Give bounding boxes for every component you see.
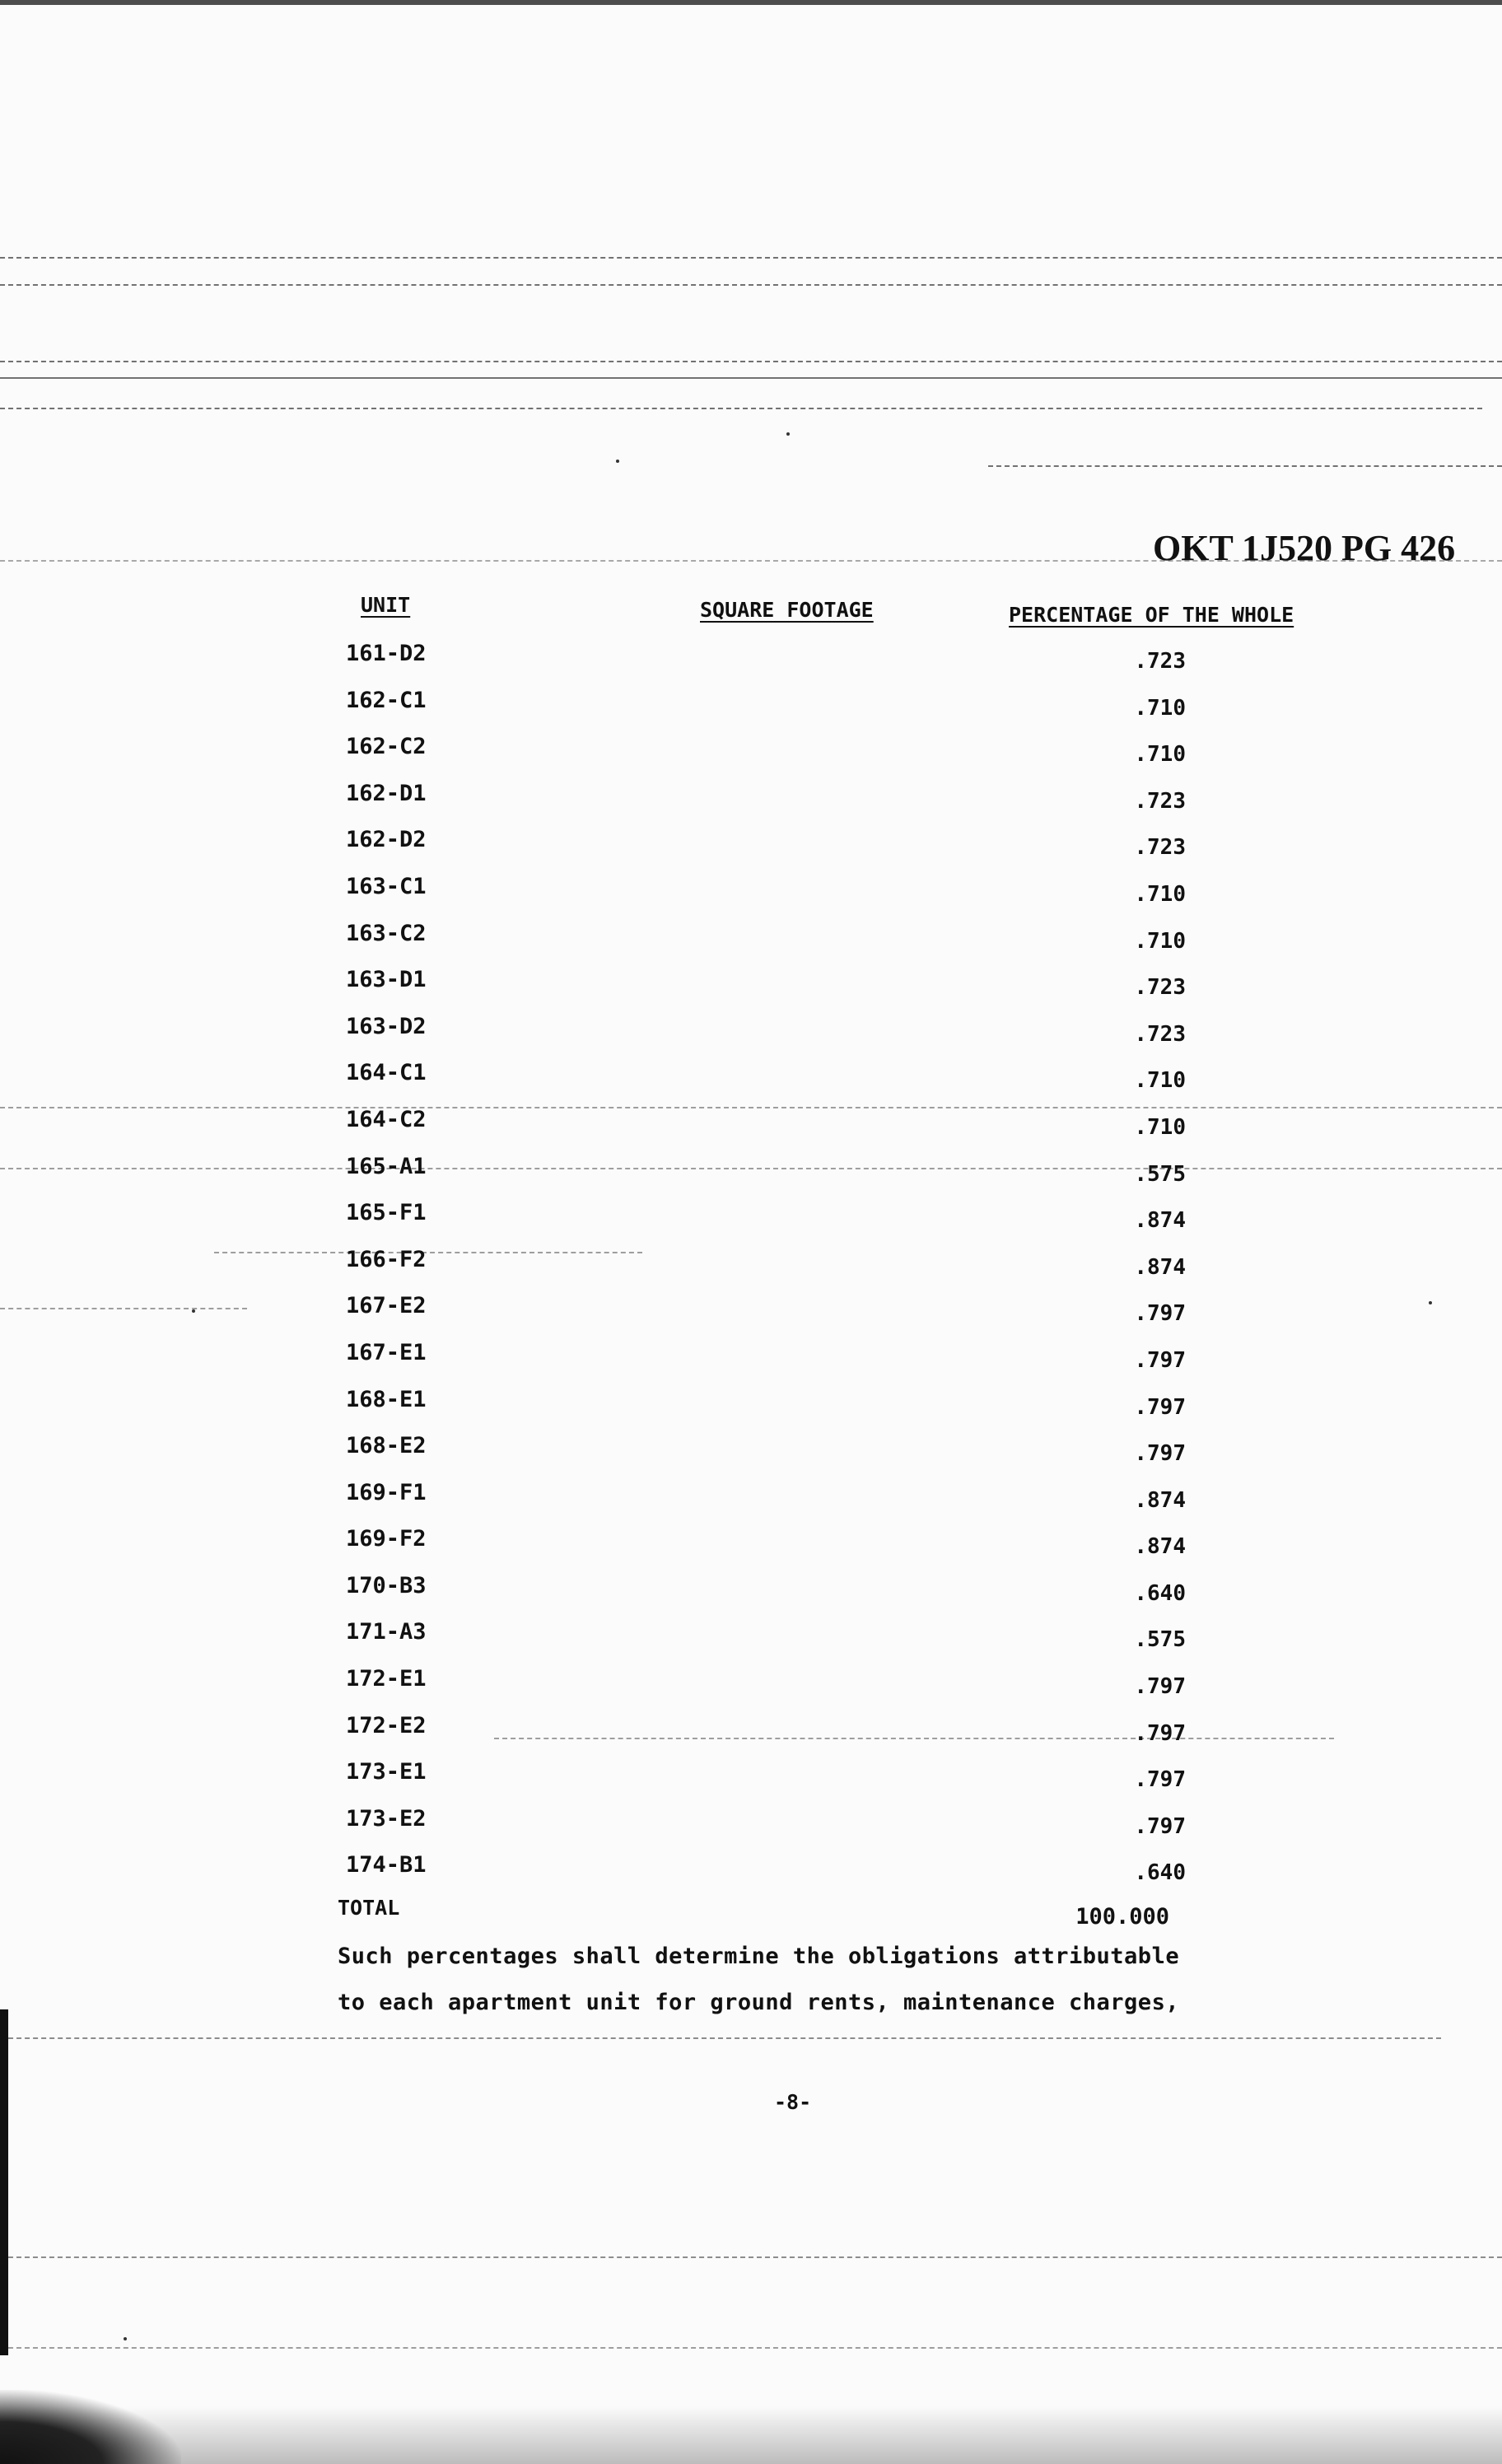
unit-cell: 164-C2 [346, 1106, 427, 1132]
percentage-cell: .723 [1134, 835, 1186, 861]
unit-cell: 170-B3 [346, 1572, 427, 1598]
scan-artifact-line [0, 361, 1502, 362]
unit-cell: 162-C2 [346, 734, 427, 760]
percentage-cell: .710 [1134, 1114, 1186, 1140]
percentage-cell: .797 [1134, 1347, 1186, 1373]
unit-cell: 163-D2 [346, 1013, 427, 1039]
scan-bottom-shadow [0, 2406, 1502, 2464]
percentage-cell: .874 [1134, 1254, 1186, 1280]
percentage-cell: .874 [1134, 1487, 1186, 1513]
body-text-line: to each apartment unit for ground rents, maintenance charges, [338, 1990, 1180, 2015]
percentage-cell: .797 [1134, 1674, 1186, 1700]
unit-cell: 165-F1 [346, 1200, 427, 1226]
body-text-line: Such percentages shall determine the obligations attributable [338, 1944, 1180, 1969]
unit-cell: 173-E1 [346, 1759, 427, 1785]
percentage-cell: .797 [1134, 1394, 1186, 1420]
table-row [0, 1340, 1502, 1387]
table-row [0, 1480, 1502, 1527]
scan-speck [124, 2337, 127, 2340]
percentage-cell: .874 [1134, 1208, 1186, 1234]
percentage-cell: .640 [1134, 1580, 1186, 1606]
percentage-cell: .797 [1134, 1767, 1186, 1793]
table-row [0, 688, 1502, 735]
unit-percentage-table [0, 641, 1502, 1899]
percentage-cell: .710 [1134, 1068, 1186, 1094]
percentage-cell: .575 [1134, 1627, 1186, 1653]
percentage-cell: .710 [1134, 695, 1186, 721]
unit-cell: 168-E2 [346, 1433, 427, 1459]
scan-artifact-line [0, 377, 1502, 379]
percentage-cell: .723 [1134, 975, 1186, 1001]
scan-artifact-line [0, 284, 1502, 286]
unit-cell: 166-F2 [346, 1246, 427, 1272]
unit-cell: 162-D2 [346, 827, 427, 853]
table-row [0, 1200, 1502, 1247]
scan-artifact-line [0, 257, 1502, 259]
percentage-cell: .797 [1134, 1441, 1186, 1467]
table-row [0, 874, 1502, 921]
table-row [0, 1806, 1502, 1853]
unit-cell: 162-D1 [346, 780, 427, 806]
table-row [0, 1666, 1502, 1713]
unit-cell: 172-E2 [346, 1712, 427, 1738]
unit-cell: 171-A3 [346, 1619, 427, 1645]
unit-cell: 169-F2 [346, 1526, 427, 1552]
unit-cell: 167-E1 [346, 1339, 427, 1365]
scan-left-edge [0, 2009, 8, 2355]
unit-cell: 161-D2 [346, 641, 427, 666]
unit-cell: 173-E2 [346, 1805, 427, 1832]
scan-speck [616, 460, 619, 463]
table-row [0, 641, 1502, 688]
scan-top-edge [0, 0, 1502, 5]
column-header-percentage: PERCENTAGE OF THE WHOLE [1009, 603, 1294, 627]
percentage-cell: .723 [1134, 1021, 1186, 1047]
table-row [0, 827, 1502, 874]
unit-cell: 169-F1 [346, 1479, 427, 1505]
percentage-cell: .874 [1134, 1534, 1186, 1560]
table-row [0, 1247, 1502, 1294]
table-row [0, 1107, 1502, 1154]
column-header-unit: UNIT [361, 593, 411, 617]
scan-speck [786, 432, 790, 436]
recording-reference-stamp: OKT 1J520 PG 426 [1153, 528, 1456, 568]
percentage-cell: .710 [1134, 742, 1186, 768]
unit-cell: 168-E1 [346, 1386, 427, 1412]
column-header-square-footage: SQUARE FOOTAGE [700, 598, 874, 622]
table-row [0, 781, 1502, 828]
table-row [0, 1759, 1502, 1806]
unit-cell: 162-C1 [346, 687, 427, 713]
scan-artifact-line [0, 2037, 1441, 2039]
table-row [0, 1154, 1502, 1201]
scan-artifact-line [0, 408, 1482, 409]
percentage-cell: .640 [1134, 1860, 1186, 1886]
scan-artifact-line [988, 465, 1502, 467]
scan-artifact-line [0, 2256, 1502, 2258]
unit-cell: 163-C1 [346, 873, 427, 899]
table-row [0, 1060, 1502, 1107]
unit-cell: 165-A1 [346, 1153, 427, 1179]
table-row [0, 1014, 1502, 1061]
scan-artifact-line [0, 2347, 1502, 2349]
page-number: -8- [774, 2090, 812, 2114]
percentage-cell: .710 [1134, 881, 1186, 907]
unit-cell: 163-D1 [346, 967, 427, 993]
percentage-cell: .723 [1134, 788, 1186, 814]
table-row [0, 1573, 1502, 1620]
table-row [0, 1293, 1502, 1340]
total-label: TOTAL [338, 1896, 400, 1920]
table-row [0, 1713, 1502, 1760]
table-row [0, 1526, 1502, 1573]
percentage-cell: .575 [1134, 1161, 1186, 1187]
unit-cell: 164-C1 [346, 1060, 427, 1086]
percentage-cell: .797 [1134, 1301, 1186, 1327]
unit-cell: 174-B1 [346, 1852, 427, 1878]
table-row [0, 967, 1502, 1014]
unit-cell: 172-E1 [346, 1666, 427, 1692]
percentage-cell: .710 [1134, 928, 1186, 954]
unit-cell: 163-C2 [346, 920, 427, 946]
percentage-cell: .797 [1134, 1813, 1186, 1839]
percentage-cell: .723 [1134, 649, 1186, 674]
total-value: 100.000 [1075, 1904, 1169, 1930]
table-row [0, 734, 1502, 781]
table-row [0, 1852, 1502, 1899]
table-row [0, 1433, 1502, 1480]
table-row [0, 1619, 1502, 1666]
table-row [0, 921, 1502, 968]
table-row [0, 1387, 1502, 1434]
percentage-cell: .797 [1134, 1720, 1186, 1746]
unit-cell: 167-E2 [346, 1293, 427, 1319]
scan-corner-blot [0, 2390, 181, 2464]
